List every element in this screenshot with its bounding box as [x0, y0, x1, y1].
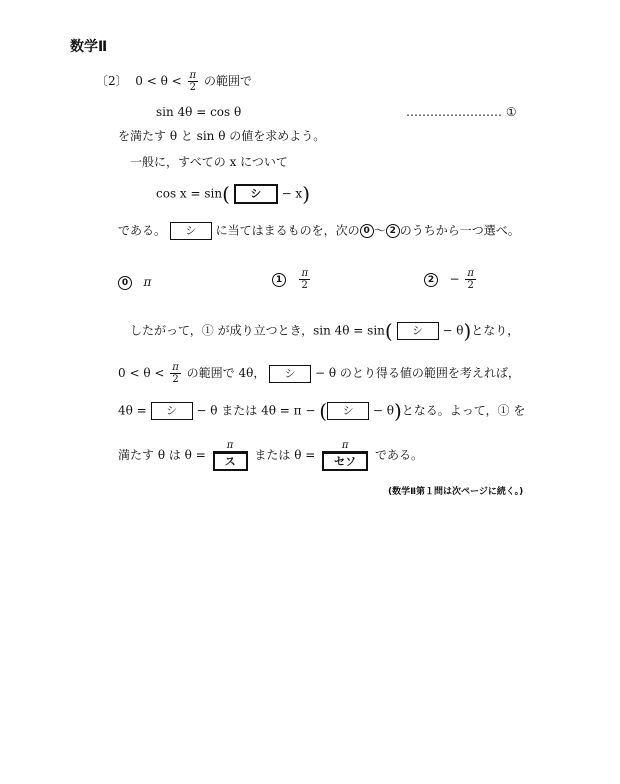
eq2-tail: − x [281, 186, 303, 201]
line-choose-end: のうちから一つ選べ。 [399, 223, 520, 238]
line-range [118, 362, 520, 385]
choice-number: 0 [118, 276, 132, 290]
answer-box-su[interactable]: ス [213, 452, 248, 471]
answer-box-shi[interactable]: シ [269, 365, 311, 383]
intro-suffix: の範囲で [203, 74, 252, 88]
line-choose-suffix: に当てはまるものを，次の [215, 223, 360, 238]
line-cases: 4θ = シ − θ または 4θ = π − ( シ − θ)となる。よって，① を [118, 399, 526, 423]
line-therefore: したがって，① が成り立つとき，sin 4θ = sin( シ − θ)となり， [130, 319, 520, 343]
intro-prefix: 0 < θ < [135, 74, 182, 88]
cases-c: − θ [372, 403, 394, 418]
choice-number: 1 [272, 273, 286, 287]
fraction-pi-over-2: $\frac{\pi}{2}$ [467, 268, 474, 291]
choice-0[interactable] [118, 274, 151, 290]
fraction-pi-over-2: $\frac{\pi}{2}$ [189, 70, 197, 93]
tilde: ～ [373, 223, 386, 238]
line-general: 一般に，すべての x について [130, 155, 288, 169]
answer-box-shi[interactable]: シ [234, 184, 278, 204]
choice-1[interactable] [272, 268, 312, 291]
line-therefore-prefix: したがって，① が成り立つとき，sin 4θ = sin [130, 323, 385, 338]
continued-note: (数学Ⅱ第１問は次ページに続く。) [388, 487, 524, 497]
answer-box-shi[interactable]: シ [327, 402, 369, 420]
line-answer [118, 440, 423, 471]
choice-0-marker: 0 [360, 224, 374, 238]
eq2-left: cos x = sin [156, 186, 223, 201]
answer-suffix: である。 [375, 448, 424, 462]
answer-prefix: 満たす θ は θ = [118, 448, 206, 462]
choice-value: π [143, 275, 152, 289]
answer-fraction-1: π ス [213, 440, 248, 471]
equation-1: sin 4θ = cos θ [156, 105, 242, 119]
line-choose [118, 222, 520, 240]
line-choose-prefix: である。 [118, 223, 167, 238]
cases-a: 4θ = [118, 403, 147, 418]
range-prefix: 0 < θ < [118, 366, 165, 380]
minus-sign: − [449, 272, 460, 286]
choice-2[interactable] [424, 268, 478, 291]
cases-d: となる。よって，① を [401, 403, 526, 418]
page-title: 数学Ⅱ [70, 39, 108, 55]
answer-box-shi[interactable]: シ [397, 322, 439, 340]
answer-box-shi[interactable]: シ [170, 222, 212, 240]
range-mid: の範囲で 4θ， [186, 366, 266, 380]
choice-2-marker: 2 [386, 224, 400, 238]
answer-mid: または θ = [254, 448, 316, 462]
answer-fraction-2: π セソ [322, 440, 368, 471]
fraction-pi-over-2: $\frac{\pi}{2}$ [301, 268, 309, 291]
equation-1-marker [406, 104, 517, 120]
leader-dots: …………………… [406, 105, 502, 119]
equation-number: ① [505, 105, 517, 119]
part-label: 〔2〕 [96, 74, 128, 88]
range-suffix: − θ のとり得る値の範囲を考えれば， [315, 366, 520, 380]
minus-theta: − θ [442, 323, 464, 338]
line-therefore-suffix: となり， [471, 323, 520, 338]
fraction-pi-over-2: $\frac{\pi}{2}$ [172, 362, 179, 385]
answer-box-shi[interactable]: シ [151, 402, 193, 420]
intro-line [96, 70, 252, 93]
line-find-theta: を満たす θ と sin θ の値を求めよう。 [118, 129, 326, 143]
cases-b: − θ または 4θ = π − [196, 403, 316, 418]
answer-box-seso[interactable]: セソ [322, 452, 368, 471]
equation-2: cos x = sin( シ − x) [156, 182, 311, 206]
choice-number: 2 [424, 273, 438, 287]
